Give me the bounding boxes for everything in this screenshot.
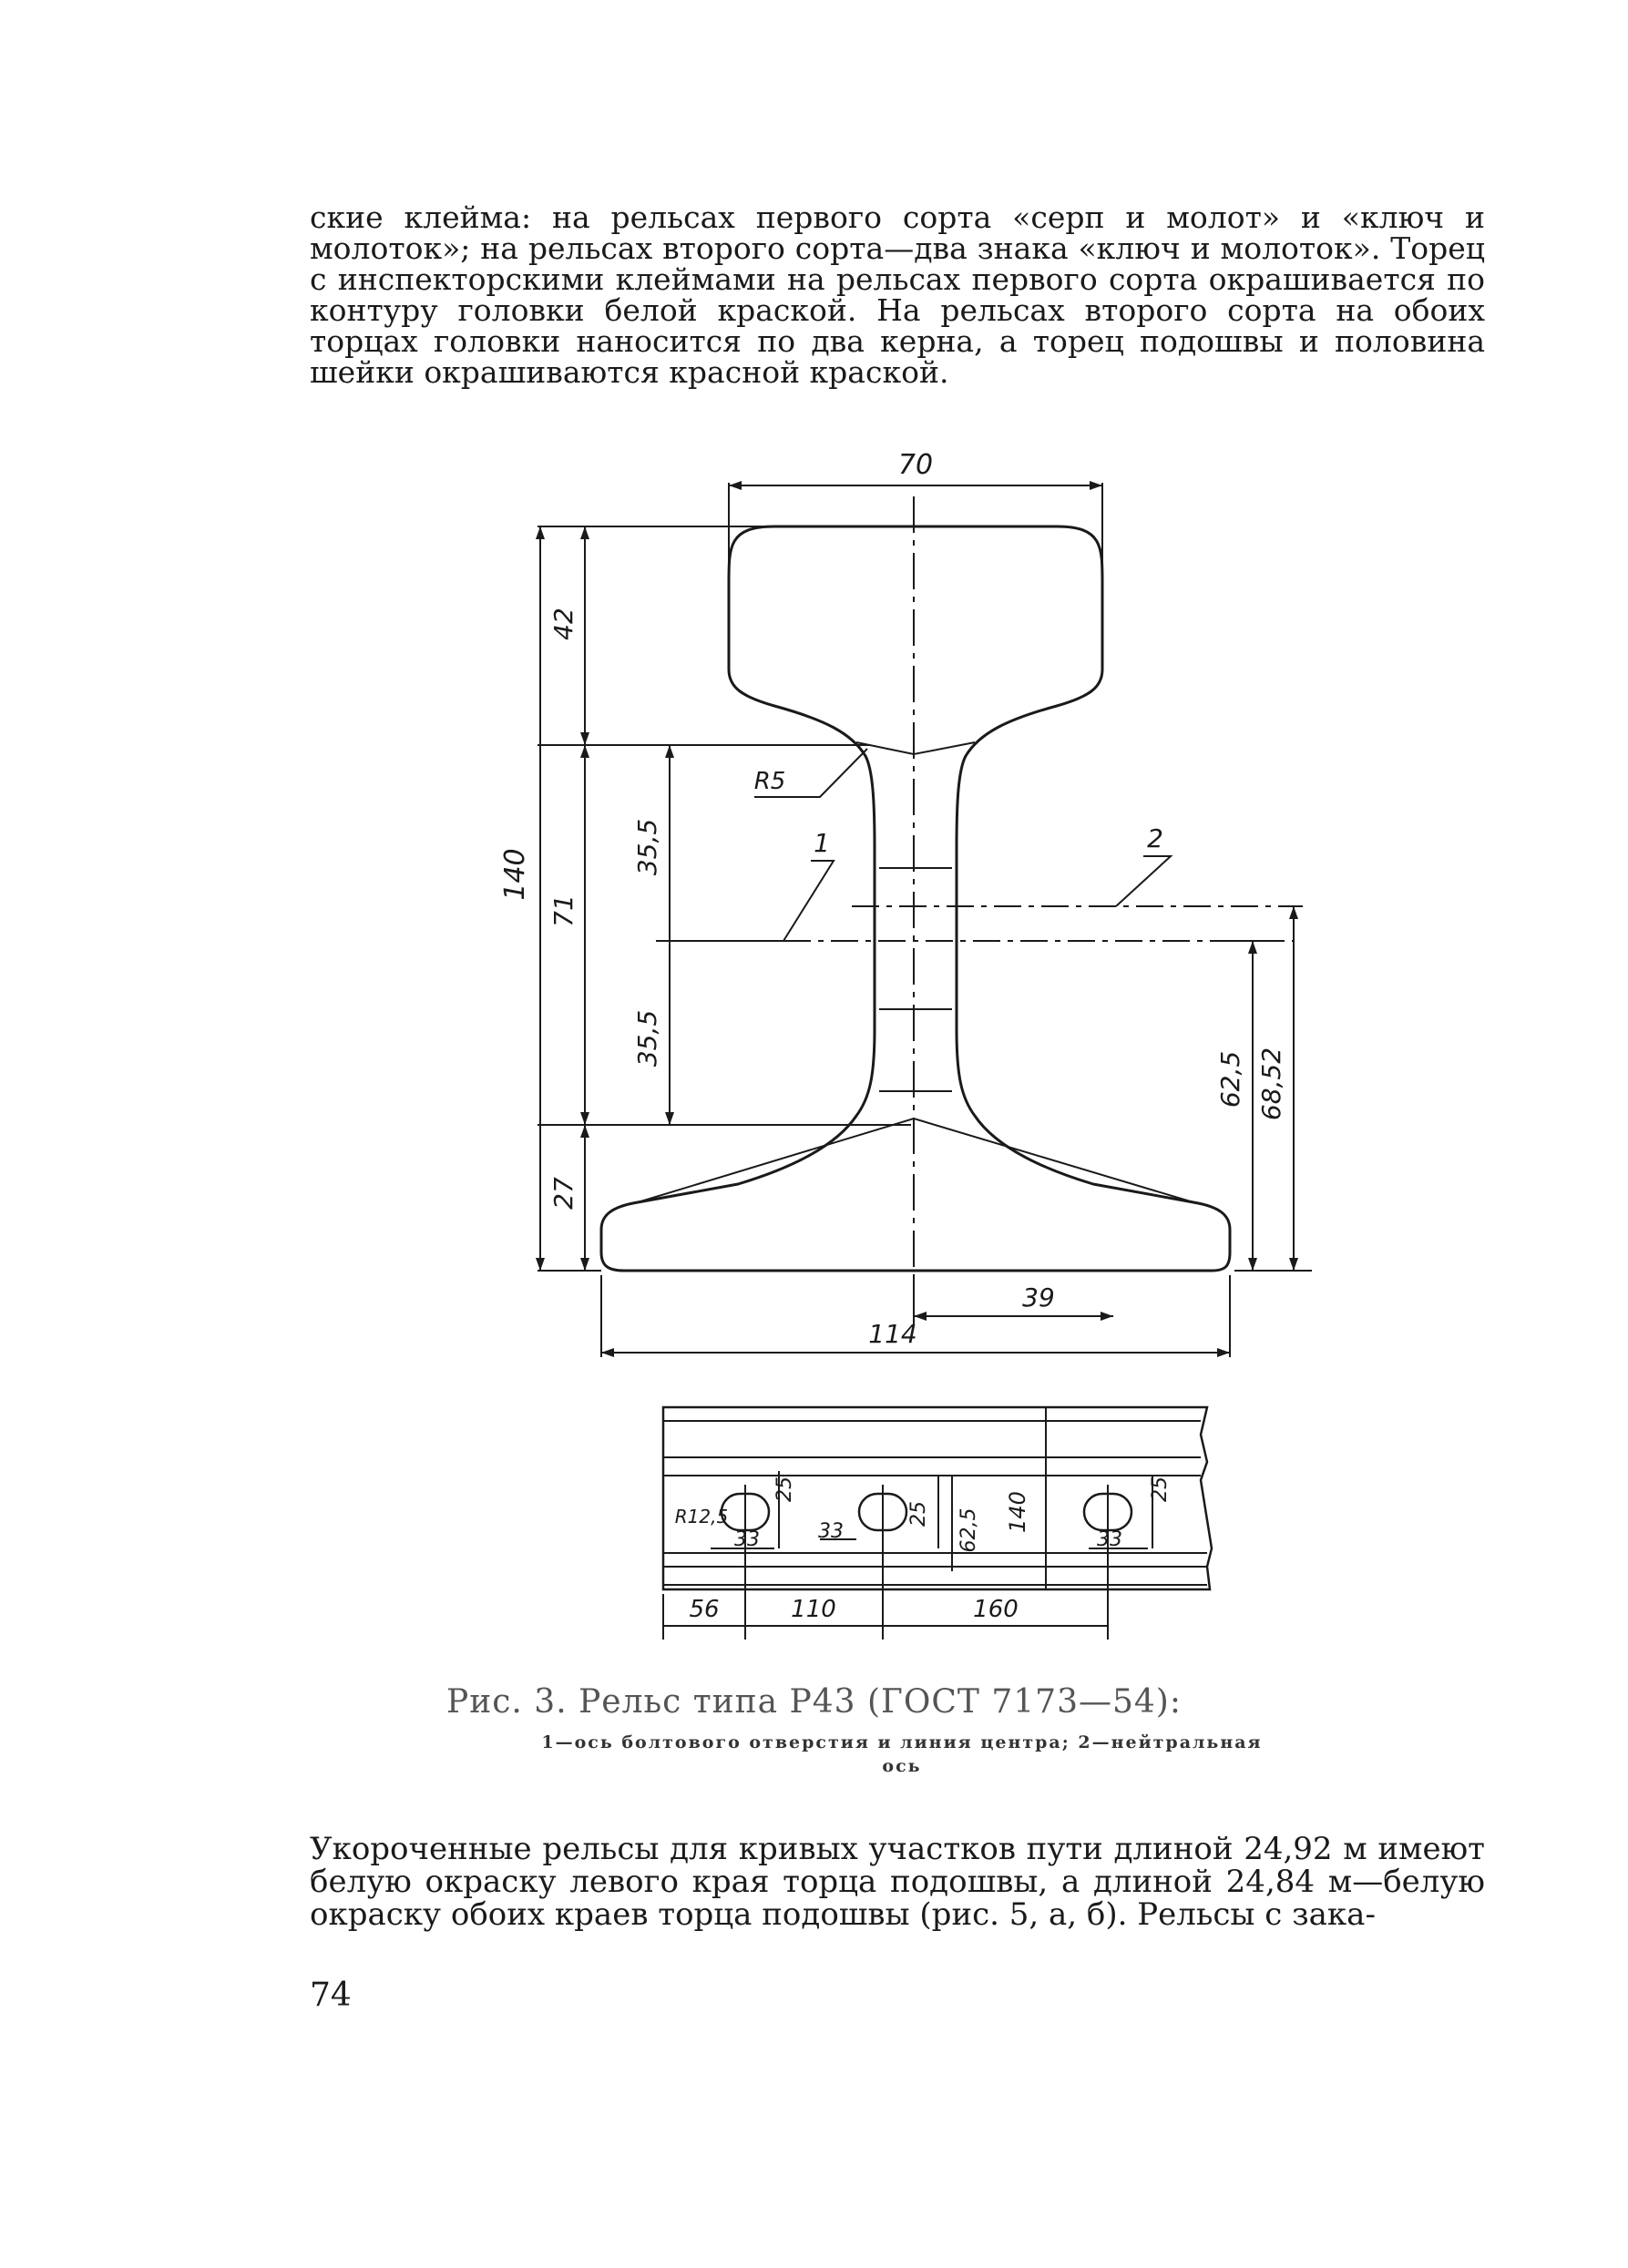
callout-1: 1	[814, 828, 830, 858]
dim-base-width: 114	[868, 1319, 917, 1349]
rail-profile-outline	[601, 526, 1230, 1271]
side-spacing-end: 56	[689, 1596, 720, 1623]
callout-1-leader	[783, 861, 834, 941]
callout-2: 2	[1147, 823, 1163, 853]
side-rail-height: 140	[1005, 1491, 1030, 1533]
callout-2-leader	[1116, 856, 1171, 906]
dim-web-height: 71	[548, 894, 579, 927]
dim-half-base-width: 39	[1022, 1282, 1055, 1313]
dim-base-height: 27	[548, 1177, 579, 1210]
side-hole-axis: 62,5	[957, 1507, 980, 1553]
side-hole-radius: R12,5	[674, 1506, 729, 1527]
side-hole-length-mid: 33	[818, 1520, 844, 1543]
paragraph-bottom: Укороченные рельсы для кривых участков пути длиной 24,92 м имеют белую окраску левого края торца подошвы, а длиной 24,84 м—белую окраску обоих краев торца подошвы (рис. 5, а, б). Рельсы с зака-	[310, 1831, 1485, 1933]
side-hole-length-right: 33	[1097, 1528, 1122, 1551]
figure-caption-title: Рис. 3. Рельс типа Р43 (ГОСТ 7173—54):	[446, 1683, 1182, 1721]
figure-caption-legend: 1—ось болтового отверстия и линия центра; 2—нейтральная ось	[541, 1732, 1263, 1776]
dim-head-height: 42	[548, 608, 579, 640]
side-hole-length-left: 33	[734, 1528, 760, 1551]
dim-web-upper: 35,5	[632, 818, 662, 876]
page-number: 74	[310, 1977, 352, 2014]
side-spacing-second: 160	[973, 1596, 1019, 1623]
dim-head-width: 70	[897, 449, 934, 481]
side-hole-height-right: 25	[1149, 1476, 1172, 1502]
dim-fillet-radius: R5	[753, 768, 786, 795]
paragraph-top: ские клейма: на рельсах первого сорта «серп и молот» и «ключ и молоток»; на рельсах второго сорта—два знака «ключ и молоток». Торец с инспекторскими клеймами на рельсах первого сорта окрашивается по контуру головки белой краской. На рельсах второго сорта на обоих торцах головки наносится по два керна, а торец подошвы и половина шейки окрашиваются красной краской.	[310, 199, 1485, 390]
dim-total-height: 140	[499, 848, 531, 901]
side-spacing-first: 110	[791, 1596, 836, 1623]
side-hole-height-mid: 25	[907, 1501, 930, 1527]
dim-hole-axis-height: 62,5	[1215, 1050, 1245, 1108]
dim-web-lower: 35,5	[632, 1009, 662, 1068]
side-hole-height-left: 25	[773, 1476, 796, 1502]
dim-neutral-axis-height: 68,52	[1256, 1047, 1286, 1121]
